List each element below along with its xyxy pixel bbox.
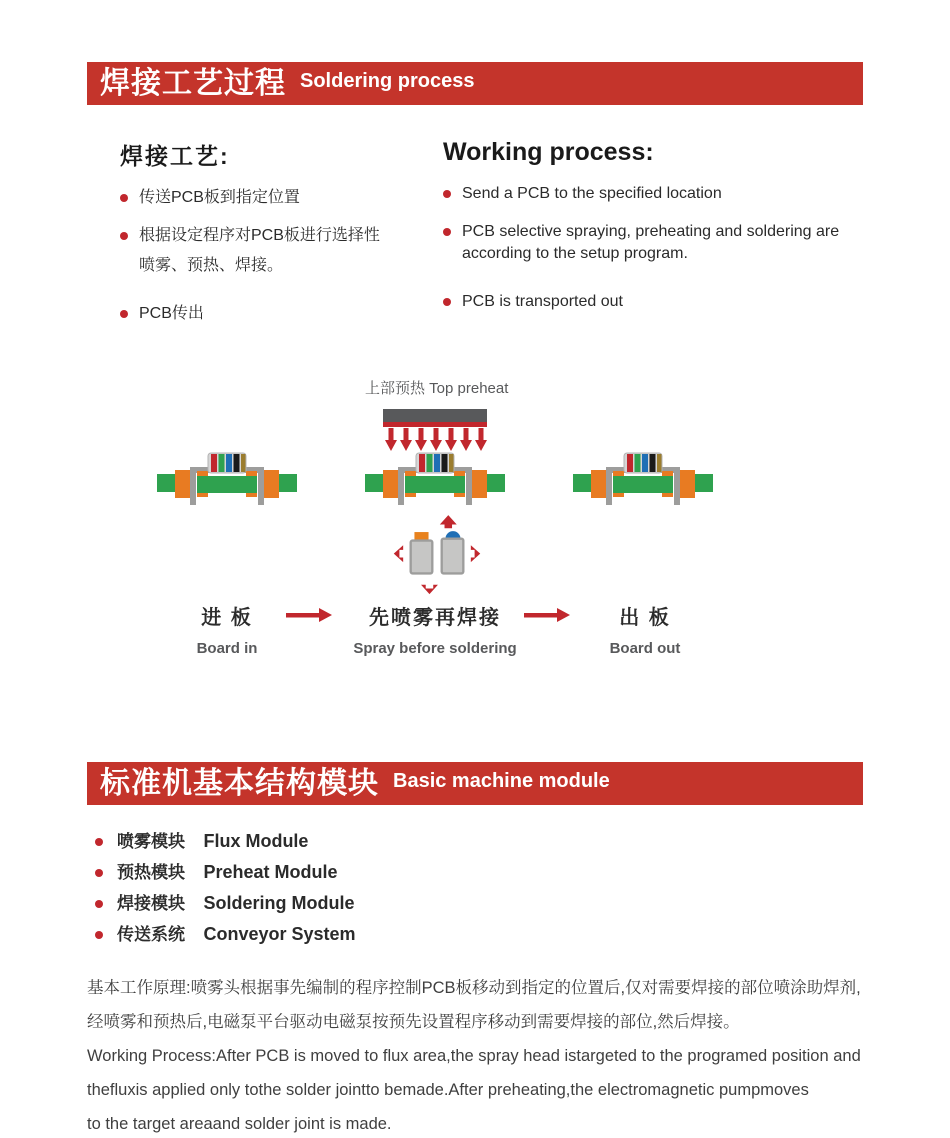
stage-label-zh: 进 板 [201, 607, 253, 629]
pcb-board-icon [365, 445, 505, 507]
stage-board-out [580, 601, 710, 657]
process-heading-zh: 焊接工艺: [120, 143, 230, 169]
module-name-zh: 预热模块 [117, 863, 185, 882]
bullet-dot-icon [443, 298, 451, 306]
spray-pump-icon [390, 515, 484, 598]
list-item-text: PCB is transported out [462, 293, 623, 310]
soldering-process-banner [87, 62, 863, 105]
list-item-text: 根据设定程序对PCB板进行选择性 [139, 227, 380, 244]
stage-spray-solder [335, 601, 535, 657]
pcb-board-icon [157, 445, 297, 507]
list-item [443, 221, 863, 265]
list-item-text: PCB传出 [139, 305, 204, 322]
process-list-zh [120, 187, 443, 325]
bullet-dot-icon [120, 194, 128, 202]
paragraph-line: 经喷雾和预热后,电磁泵平台驱动电磁泵按预先设置程序移动到需要焊接的部位,然后焊接。 [87, 1013, 740, 1031]
module-name-zh: 喷雾模块 [117, 832, 185, 851]
list-item [95, 894, 863, 914]
module-name-en: Flux Module [203, 831, 309, 851]
pcb-board-icon [573, 445, 713, 507]
module-name-en: Preheat Module [203, 862, 338, 882]
paragraph-line: to the target areaand solder joint is made. [87, 1115, 392, 1133]
module-name-en: Conveyor System [203, 924, 356, 944]
stage-label-en: Spray before soldering [353, 640, 517, 657]
banner-title-en: Basic machine module [393, 770, 610, 792]
list-item-text: 传送PCB板到指定位置 [139, 189, 300, 206]
bullet-dot-icon [95, 900, 103, 908]
process-column-en [443, 138, 863, 325]
list-item [95, 925, 863, 945]
bullet-dot-icon [443, 228, 451, 236]
stage-board-in [162, 601, 292, 657]
process-list-en [443, 183, 863, 313]
bullet-dot-icon [443, 190, 451, 198]
bullet-dot-icon [120, 310, 128, 318]
bullet-dot-icon [95, 869, 103, 877]
list-item-text: PCB selective spraying, preheating and soldering are according to the setup program. [462, 223, 840, 262]
working-principle-paragraph [87, 971, 863, 1138]
bullet-dot-icon [95, 838, 103, 846]
module-list [87, 832, 863, 945]
banner-title-zh: 标准机基本结构模块 [100, 767, 379, 800]
stage-label-en: Board in [196, 640, 258, 657]
flow-arrow-icon [286, 608, 332, 622]
list-item-text: Send a PCB to the specified location [462, 185, 722, 202]
list-item [120, 225, 443, 277]
list-item [443, 183, 863, 205]
list-item [120, 303, 443, 325]
flow-arrow-icon [524, 608, 570, 622]
banner-title-zh: 焊接工艺过程 [100, 67, 286, 100]
list-item [95, 863, 863, 883]
process-column-zh [87, 138, 443, 325]
bullet-dot-icon [95, 931, 103, 939]
top-preheat-label: 上部预热 Top preheat [365, 380, 509, 397]
machine-module-banner [87, 762, 863, 805]
paragraph-line: Working Process:After PCB is moved to flux area,the spray head istargeted to the programed position and [87, 1047, 861, 1065]
soldering-flow-diagram [87, 375, 863, 665]
stage-label-zh: 出 板 [619, 607, 671, 629]
list-item [443, 291, 863, 313]
module-name-en: Soldering Module [203, 893, 355, 913]
module-name-zh: 传送系统 [117, 925, 185, 944]
paragraph-line: thefluxis applied only tothe solder jointto bemade.After preheating,the electromagnetic pumpmoves [87, 1081, 809, 1099]
list-item-text: 喷雾、预热、焊接。 [139, 257, 284, 274]
list-item [120, 187, 443, 209]
process-columns [87, 138, 863, 325]
stage-label-zh: 先喷雾再焊接 [369, 607, 501, 629]
list-item [95, 832, 863, 852]
stage-label-en: Board out [609, 640, 681, 657]
bullet-dot-icon [120, 232, 128, 240]
module-name-zh: 焊接模块 [117, 894, 185, 913]
process-heading-en: Working process: [443, 138, 654, 166]
banner-title-en: Soldering process [300, 70, 475, 92]
paragraph-line: 基本工作原理:喷雾头根据事先编制的程序控制PCB板移动到指定的位置后,仅对需要焊接的部位喷涂助焊剂, [87, 979, 861, 997]
